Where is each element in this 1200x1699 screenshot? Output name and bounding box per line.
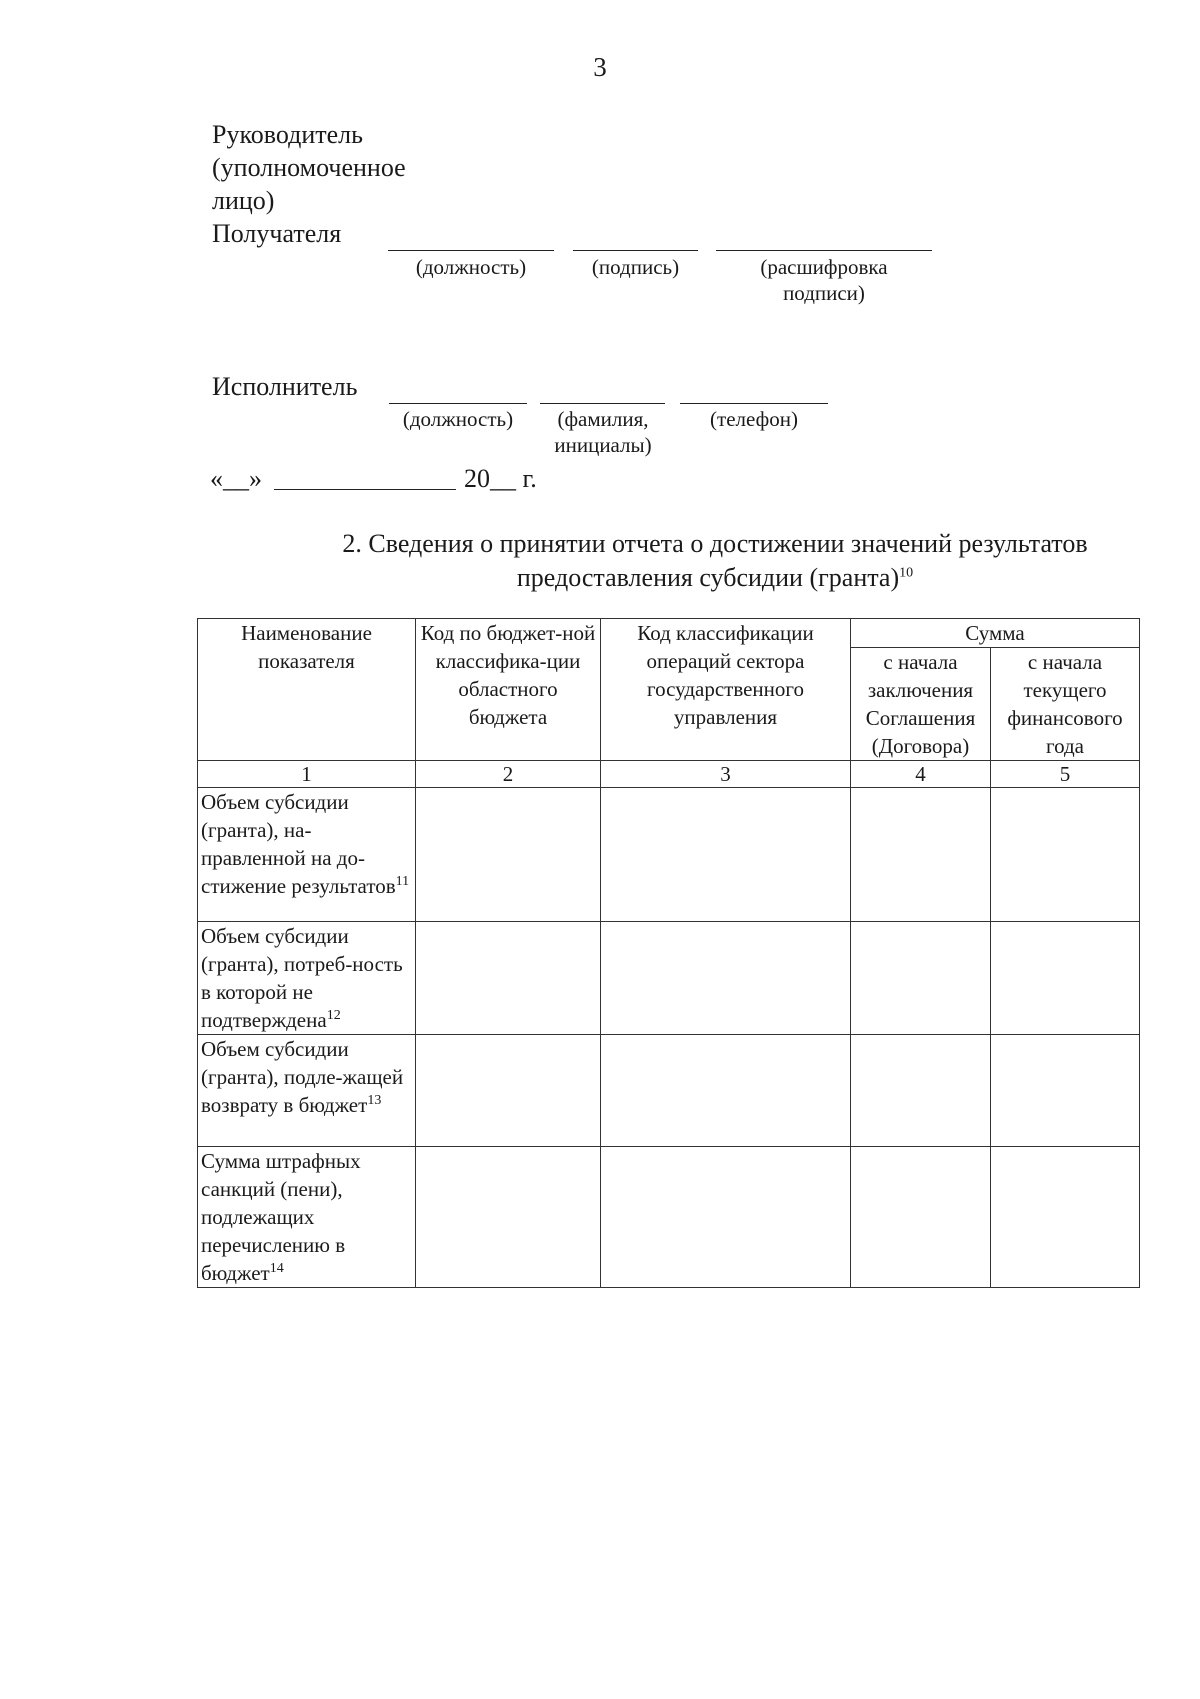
caption-executor-phone: (телефон)	[710, 407, 798, 431]
sum-agreement-cell[interactable]	[851, 922, 991, 1035]
signatory-line-1: Руководитель	[212, 120, 363, 149]
header-budget-code: Код по бюджет-ной классифика-ции областного бюджета	[416, 619, 601, 761]
caption-signature-decode: (расшифровка подписи)	[760, 255, 888, 305]
column-number: 5	[991, 761, 1140, 788]
row-footnote: 13	[367, 1093, 382, 1108]
sum-year-cell[interactable]	[991, 1147, 1140, 1288]
name-decode-line	[716, 250, 932, 251]
table-row	[198, 1147, 1140, 1288]
row-footnote: 12	[326, 1008, 341, 1023]
caption-signature: (подпись)	[591, 255, 680, 279]
column-number: 2	[416, 761, 601, 788]
caption-executor-name: (фамилия, инициалы)	[554, 407, 652, 457]
executor-position-line	[389, 403, 527, 404]
sum-year-cell[interactable]	[991, 788, 1140, 922]
operation-code-cell[interactable]	[601, 788, 851, 922]
operation-code-cell[interactable]	[601, 922, 851, 1035]
executor-phone-line	[680, 403, 828, 404]
header-row	[198, 619, 1140, 648]
signatory-line-3: лицо)	[212, 186, 275, 215]
sum-year-cell[interactable]	[991, 922, 1140, 1035]
executor-label: Исполнитель	[212, 372, 358, 401]
caption-executor-position: (должность)	[402, 407, 514, 431]
sum-agreement-cell[interactable]	[851, 788, 991, 922]
column-number: 4	[851, 761, 991, 788]
position-signature-line	[388, 250, 554, 251]
section-title-line-1: 2. Сведения о принятии отчета о достижении значений результатов	[342, 529, 1088, 558]
date-month-line	[274, 489, 456, 490]
sum-year-cell[interactable]	[991, 1035, 1140, 1147]
date-day: «__»	[210, 464, 262, 493]
header-name: Наименование показателя	[198, 619, 416, 761]
caption-position: (должность)	[415, 255, 527, 279]
row-footnote: 14	[269, 1261, 284, 1276]
executor-name-line	[540, 403, 665, 404]
row-label: Объем субсидии (гранта), на-правленной на до-стижение результатов$^{11}$	[198, 788, 416, 922]
budget-code-cell[interactable]	[416, 1035, 601, 1147]
table-row	[198, 788, 1140, 922]
header-operation-code: Код классификации операций сектора государственного управления	[601, 619, 851, 761]
table-row	[198, 922, 1140, 1035]
header-sum-year: с начала текущего финансового года	[991, 648, 1140, 761]
sum-agreement-cell[interactable]	[851, 1035, 991, 1147]
budget-code-cell[interactable]	[416, 922, 601, 1035]
column-number: 1	[198, 761, 416, 788]
sum-agreement-cell[interactable]	[851, 1147, 991, 1288]
signature-line	[573, 250, 698, 251]
row-label: Сумма штрафных санкций (пени), подлежащих перечислению в бюджет$^{14}$	[198, 1147, 416, 1288]
signatory-line-4: Получателя	[212, 219, 342, 248]
header-sum-agreement: с начала заключения Соглашения (Договора)	[851, 648, 991, 761]
row-label: Объем субсидии (гранта), потреб-ность в которой не подтверждена$^{12}$	[198, 922, 416, 1035]
signatory-line-2: (уполномоченное	[212, 153, 406, 182]
section-footnote: 10	[899, 565, 914, 581]
operation-code-cell[interactable]	[601, 1147, 851, 1288]
row-label: Объем субсидии (гранта), подле-жащей возврату в бюджет$^{13}$	[198, 1035, 416, 1147]
operation-code-cell[interactable]	[601, 1035, 851, 1147]
table-row	[198, 1035, 1140, 1147]
acceptance-table	[197, 618, 1140, 1288]
page-number: 3	[593, 52, 607, 82]
budget-code-cell[interactable]	[416, 1147, 601, 1288]
row-footnote: 11	[395, 874, 410, 889]
section-title	[290, 527, 1140, 595]
date-year: 20__ г.	[464, 464, 537, 493]
section-title-line-2: предоставления субсидии (гранта)$^{10}$	[516, 563, 914, 592]
header-sum: Сумма	[851, 619, 1140, 648]
budget-code-cell[interactable]	[416, 788, 601, 922]
signatory-label	[212, 118, 406, 250]
column-number-row	[198, 761, 1140, 788]
column-number: 3	[601, 761, 851, 788]
